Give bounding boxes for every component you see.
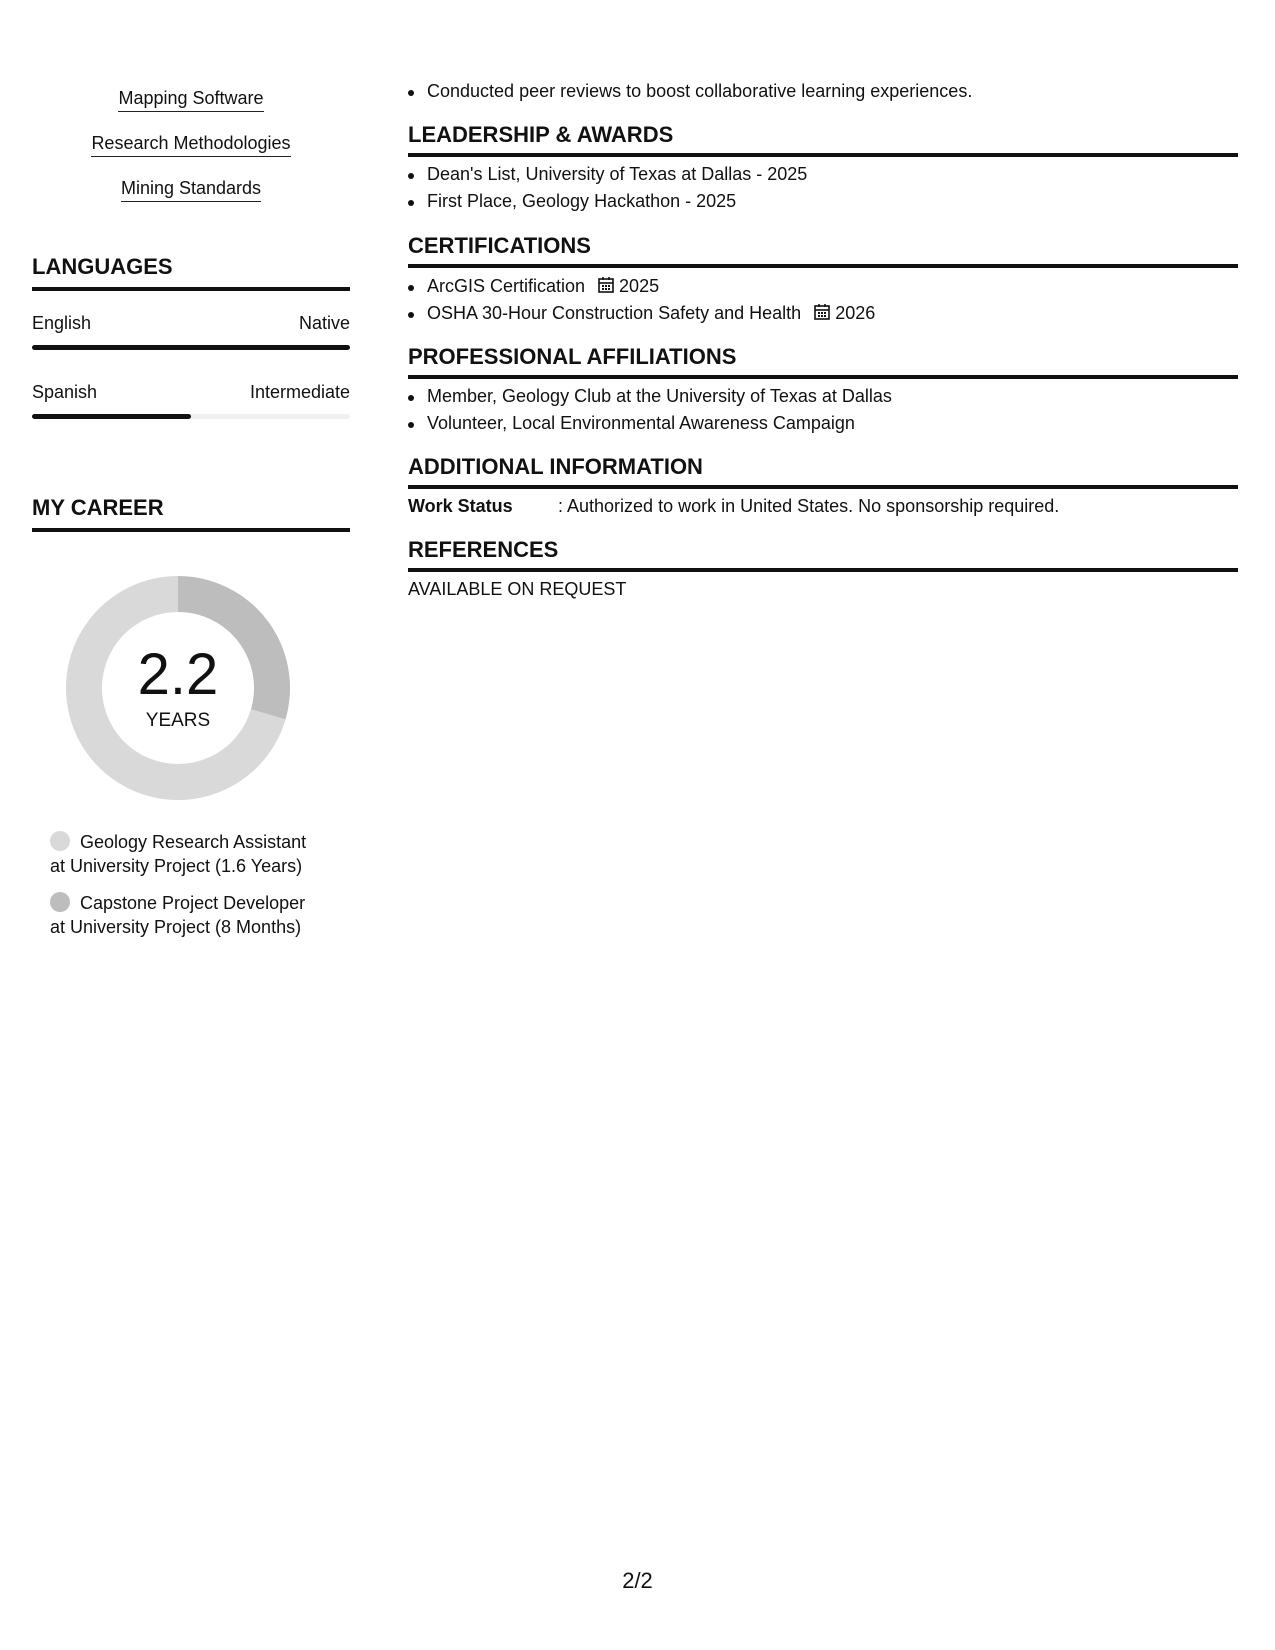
language-level: Native: [298, 313, 350, 333]
work-status-label: Work Status: [408, 496, 513, 516]
references-text: AVAILABLE ON REQUEST: [408, 579, 627, 599]
skill-item: Mapping Software: [32, 88, 350, 109]
language-proficiency-fill: [32, 414, 191, 419]
additional-info-heading: ADDITIONAL INFORMATION: [408, 454, 1238, 489]
legend-swatch: [50, 831, 70, 851]
language-level: Intermediate: [249, 382, 350, 402]
career-legend-item: Capstone Project Developer at University Project (8 Months): [50, 893, 306, 937]
affiliations-heading: PROFESSIONAL AFFILIATIONS: [408, 344, 1238, 379]
leadership-heading: LEADERSHIP & AWARDS: [408, 122, 1238, 157]
work-status-value: : Authorized to work in United States. No sponsorship required.: [558, 496, 1060, 516]
calendar-icon: [597, 276, 615, 294]
language-proficiency-bar: [32, 414, 350, 419]
career-heading: MY CAREER: [32, 495, 350, 532]
languages-heading: LANGUAGES: [32, 254, 350, 291]
references-heading: REFERENCES: [408, 537, 1238, 572]
career-unit: YEARS: [145, 710, 211, 731]
career-total: 2.2: [137, 642, 219, 707]
skill-item: Research Methodologies: [32, 133, 350, 154]
legend-swatch: [50, 892, 70, 912]
calendar-icon: [813, 303, 831, 321]
language-name: English: [32, 313, 92, 333]
skill-item: Mining Standards: [32, 178, 350, 199]
career-legend-item: Geology Research Assistant at University Project (1.6 Years): [50, 832, 307, 876]
language-name: Spanish: [32, 382, 98, 402]
language-proficiency-fill: [32, 345, 350, 350]
certifications-heading: CERTIFICATIONS: [408, 233, 1238, 268]
language-proficiency-bar: [32, 345, 350, 350]
page-number: 2/2: [622, 1568, 653, 1593]
